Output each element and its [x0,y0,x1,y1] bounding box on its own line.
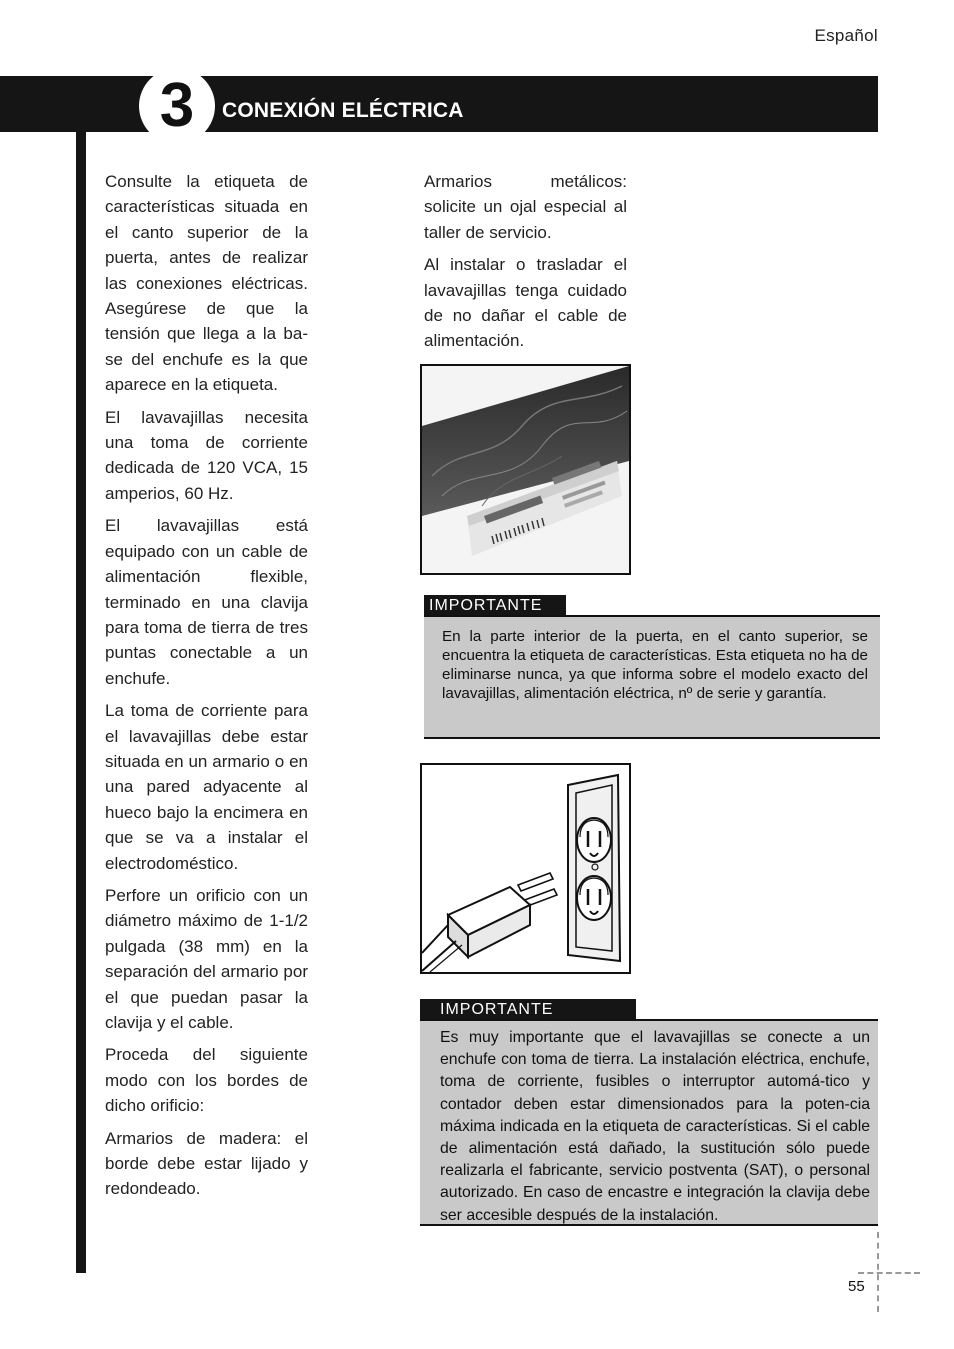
paragraph: Perfore un orificio con un diámetro máximo de 1-1/2 pulgada (38 mm) en la separación del armario por el que puedan pasar la clavija y el cable. [105,885,308,1032]
rating-label-photo [420,364,631,575]
section-title: CONEXIÓN ELÉCTRICA [222,99,464,122]
rating-label-illustration [422,366,629,573]
language-label: Español [814,26,878,45]
paragraph: Consulte la etiqueta de características situada en el canto superior de la puerta, antes de realizar las conexiones eléctricas. Asegúrese de que la tensión que llega a la ba-se del enchufe es la que aparece en la etiqueta. [105,172,308,395]
crop-mark-horizontal [858,1272,920,1274]
paragraph: Armarios metálicos: solicite un ojal especial al taller de servicio. [424,172,627,242]
important-label: IMPORTANTE [420,999,636,1019]
important-notice-box [424,615,880,739]
paragraph: Armarios de madera: el borde debe estar lijado y redondeado. [105,1128,308,1199]
page-number: 55 [848,1278,865,1295]
left-text-column [105,169,308,1209]
paragraph: Proceda del siguiente modo con los bordes de dicho orificio: [105,1045,308,1116]
important-label: IMPORTANTE [424,595,566,615]
paragraph: El lavavajillas necesita una toma de corriente dedicada de 120 VCA, 15 amperios, 60 Hz. [105,407,308,503]
important-notice-box [420,1019,878,1226]
middle-text-column [424,169,627,361]
paragraph: El lavavajillas está equipado con un cable de alimentación flexible, terminado en una clavija para toma de tierra de tres puntas conectable a un enchufe. [105,516,308,688]
notice-text: Es muy importante que el lavavajillas se conecte a un enchufe con toma de tierra. La instalación eléctrica, enchufe, toma de corriente, fusibles o interruptor automá-tico y contador deben estar dimensionados para la poten-cia máxima indicada en la etiqueta de características. Si el cable de alimentación está dañado, la sustitución sólo puede realizarla el fabricante, servicio postventa (SAT), o personal autorizado. En caso de encastre e integración la clavija debe ser accesible después de la instalación. [440,1029,870,1224]
paragraph: Al instalar o trasladar el lavavajillas tenga cuidado de no dañar el cable de alimentación. [424,255,627,351]
left-margin-rule [76,132,86,1273]
section-number: 3 [139,68,215,144]
notice-text: En la parte interior de la puerta, en el canto superior, se encuentra la etiqueta de características. Esta etiqueta no ha de eliminarse nunca, ya que informa sobre el modelo exacto del lavavajillas, alimentación eléctrica, nº de serie y garantía. [442,628,868,702]
plug-outlet-figure [420,763,631,974]
paragraph: La toma de corriente para el lavavajillas debe estar situada en un armario o en una pared adyacente al hueco bajo la encimera en que se va a instalar el electrodoméstico. [105,701,308,873]
plug-outlet-illustration [422,765,629,972]
